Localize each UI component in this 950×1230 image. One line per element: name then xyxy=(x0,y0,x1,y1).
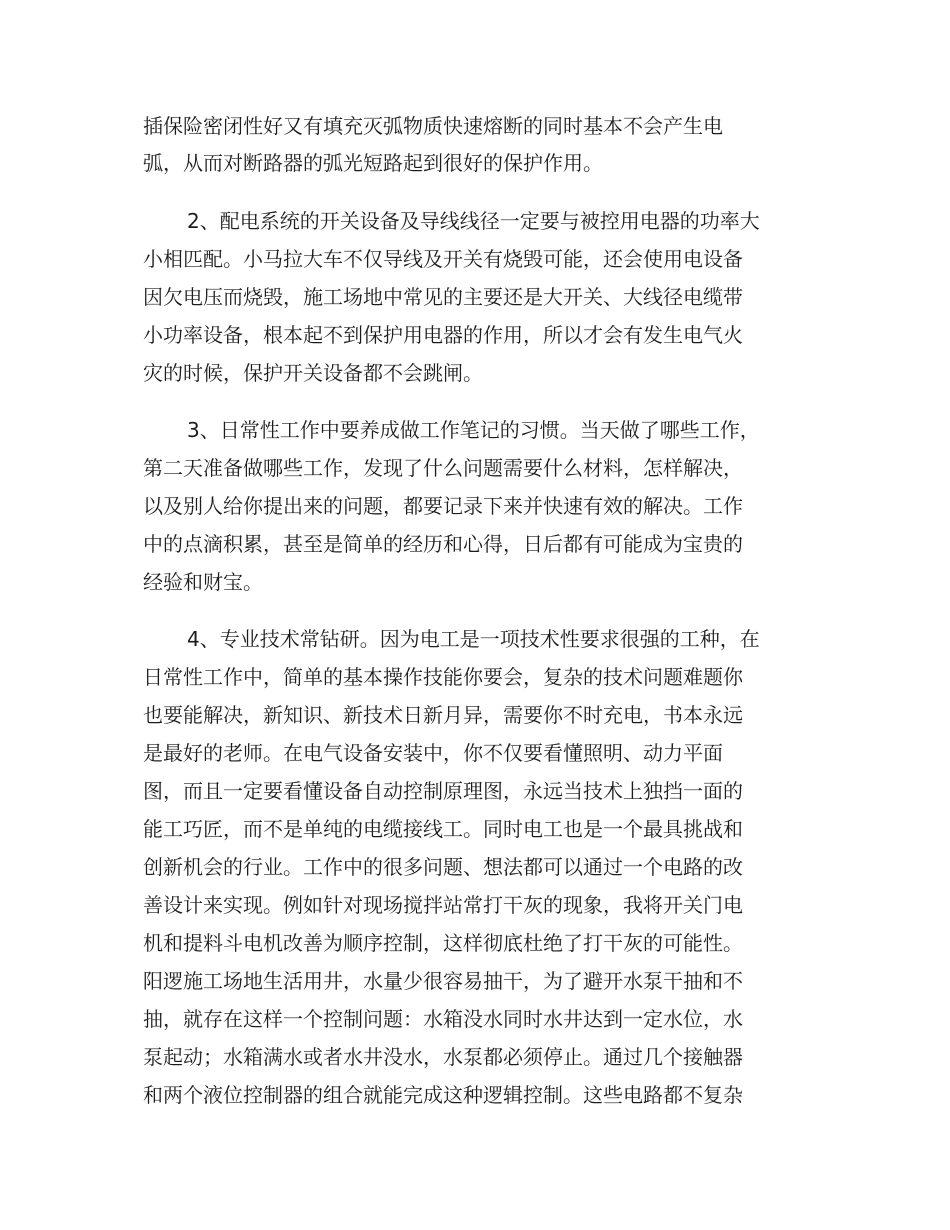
paragraph-4-line-5: 图，而且一定要看懂设备自动控制原理图，永远当技术上独挡一面的 xyxy=(143,779,743,803)
paragraph-4-line-12: 泵起动；水箱满水或者水井没水，水泵都必须停止。通过几个接触器 xyxy=(143,1045,743,1069)
paragraph-2-line-3: 因欠电压而烧毁，施工场地中常见的主要还是大开关、大线径电缆带 xyxy=(143,285,743,309)
paragraph-1-line-1: 插保险密闭性好又有填充灭弧物质快速熔断的同时基本不会产生电 xyxy=(143,114,723,138)
paragraph-4-line-2: 日常性工作中，简单的基本操作技能你要会，复杂的技术问题难题你 xyxy=(143,665,743,689)
paragraph-3-line-1: 3、日常性工作中要养成做工作笔记的习惯。当天做了哪些工作， xyxy=(187,418,760,442)
paragraph-4-line-7: 创新机会的行业。工作中的很多问题、想法都可以通过一个电路的改 xyxy=(143,855,743,879)
paragraph-4-line-13: 和两个液位控制器的组合就能完成这种逻辑控制。这些电路都不复杂 xyxy=(143,1083,743,1107)
paragraph-4-line-6: 能工巧匠，而不是单纯的电缆接线工。同时电工也是一个最具挑战和 xyxy=(143,817,743,841)
paragraph-1-line-2: 弧，从而对断路器的弧光短路起到很好的保护作用。 xyxy=(143,151,603,175)
paragraph-2-line-2: 小相匹配。小马拉大车不仅导线及开关有烧毁可能，还会使用电设备 xyxy=(143,247,743,271)
paragraph-3-line-3: 以及别人给你提出来的问题，都要记录下来并快速有效的解决。工作 xyxy=(143,494,743,518)
paragraph-3-line-5: 经验和财宝。 xyxy=(143,570,263,594)
paragraph-3-line-4: 中的点滴积累，甚至是简单的经历和心得，日后都有可能成为宝贵的 xyxy=(143,532,743,556)
paragraph-4-line-4: 是最好的老师。在电气设备安装中，你不仅要看懂照明、动力平面 xyxy=(143,741,723,765)
paragraph-2-line-5: 灾的时候，保护开关设备都不会跳闸。 xyxy=(143,361,483,385)
paragraph-4-line-11: 抽，就存在这样一个控制问题：水箱没水同时水井达到一定水位，水 xyxy=(143,1007,743,1031)
paragraph-4-line-10: 阳逻施工场地生活用井，水量少很容易抽干，为了避开水泵干抽和不 xyxy=(143,969,743,993)
paragraph-4-line-1: 4、专业技术常钻研。因为电工是一项技术性要求很强的工种，在 xyxy=(187,627,760,651)
paragraph-2-line-4: 小功率设备，根本起不到保护用电器的作用，所以才会有发生电气火 xyxy=(143,323,743,347)
paragraph-2-line-1: 2、配电系统的开关设备及导线线径一定要与被控用电器的功率大 xyxy=(187,209,760,233)
paragraph-4-line-3: 也要能解决，新知识、新技术日新月异，需要你不时充电，书本永远 xyxy=(143,703,743,727)
paragraph-4-line-8: 善设计来实现。例如针对现场搅拌站常打干灰的现象，我将开关门电 xyxy=(143,893,743,917)
paragraph-4-line-9: 机和提料斗电机改善为顺序控制，这样彻底杜绝了打干灰的可能性。 xyxy=(143,931,743,955)
paragraph-3-line-2: 第二天准备做哪些工作，发现了什么问题需要什么材料，怎样解决， xyxy=(143,456,743,480)
